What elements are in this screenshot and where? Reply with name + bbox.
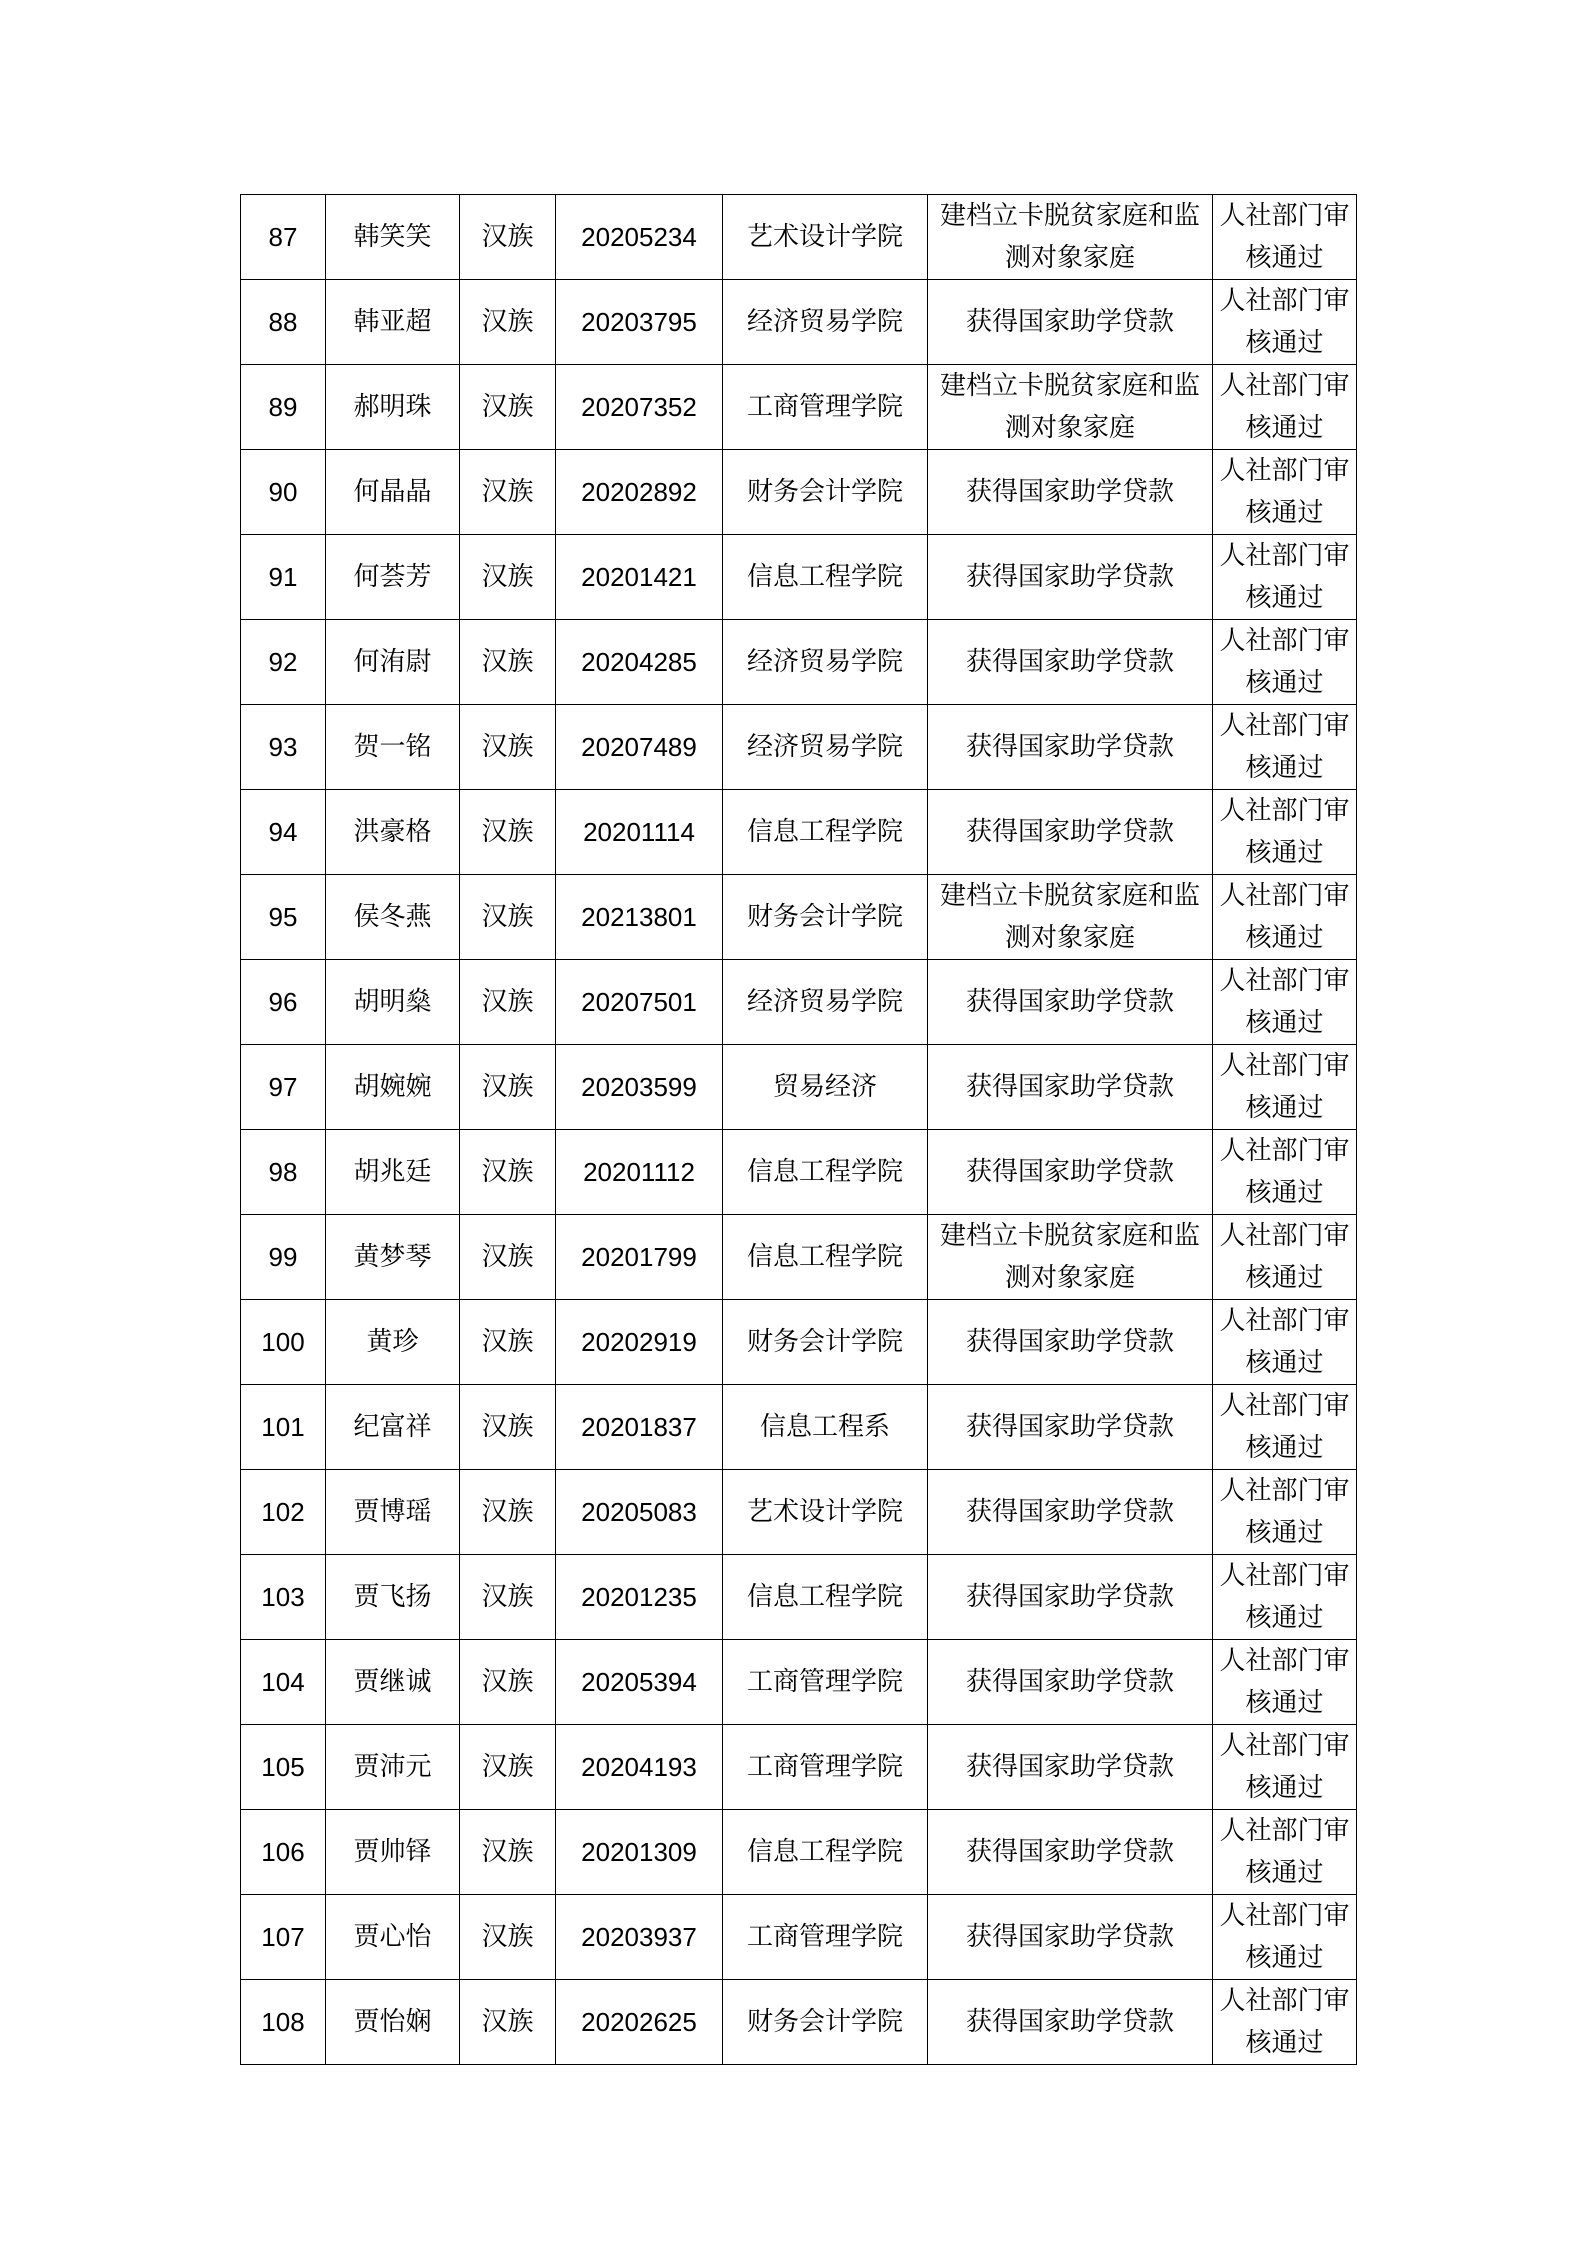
cell-number: 88 xyxy=(241,280,326,365)
cell-status: 人社部门审核通过 xyxy=(1213,535,1357,620)
cell-student-id: 20202919 xyxy=(556,1300,723,1385)
cell-status: 人社部门审核通过 xyxy=(1213,875,1357,960)
cell-student-id: 20201799 xyxy=(556,1215,723,1300)
table-row xyxy=(241,1555,1357,1640)
cell-college: 信息工程学院 xyxy=(723,1810,928,1895)
cell-status: 人社部门审核通过 xyxy=(1213,1725,1357,1810)
cell-college: 财务会计学院 xyxy=(723,1300,928,1385)
cell-name: 贾继诚 xyxy=(326,1640,460,1725)
cell-student-id: 20205394 xyxy=(556,1640,723,1725)
table-row xyxy=(241,1300,1357,1385)
cell-status: 人社部门审核通过 xyxy=(1213,1215,1357,1300)
cell-category: 获得国家助学贷款 xyxy=(928,1640,1213,1725)
cell-ethnicity: 汉族 xyxy=(460,450,556,535)
cell-college: 信息工程学院 xyxy=(723,1555,928,1640)
cell-number: 101 xyxy=(241,1385,326,1470)
cell-college: 经济贸易学院 xyxy=(723,705,928,790)
cell-name: 胡兆廷 xyxy=(326,1130,460,1215)
cell-college: 工商管理学院 xyxy=(723,1895,928,1980)
cell-number: 92 xyxy=(241,620,326,705)
cell-ethnicity: 汉族 xyxy=(460,875,556,960)
cell-number: 98 xyxy=(241,1130,326,1215)
cell-category: 获得国家助学贷款 xyxy=(928,1980,1213,2065)
cell-ethnicity: 汉族 xyxy=(460,1980,556,2065)
table-row xyxy=(241,1130,1357,1215)
cell-student-id: 20203795 xyxy=(556,280,723,365)
cell-ethnicity: 汉族 xyxy=(460,535,556,620)
cell-category: 获得国家助学贷款 xyxy=(928,1810,1213,1895)
cell-ethnicity: 汉族 xyxy=(460,1215,556,1300)
table-row xyxy=(241,1810,1357,1895)
cell-number: 105 xyxy=(241,1725,326,1810)
cell-number: 104 xyxy=(241,1640,326,1725)
cell-number: 103 xyxy=(241,1555,326,1640)
cell-status: 人社部门审核通过 xyxy=(1213,620,1357,705)
cell-college: 信息工程学院 xyxy=(723,535,928,620)
cell-ethnicity: 汉族 xyxy=(460,1555,556,1640)
cell-status: 人社部门审核通过 xyxy=(1213,1640,1357,1725)
cell-ethnicity: 汉族 xyxy=(460,1045,556,1130)
cell-student-id: 20204285 xyxy=(556,620,723,705)
cell-status: 人社部门审核通过 xyxy=(1213,450,1357,535)
cell-number: 93 xyxy=(241,705,326,790)
cell-college: 经济贸易学院 xyxy=(723,960,928,1045)
cell-number: 108 xyxy=(241,1980,326,2065)
cell-student-id: 20201421 xyxy=(556,535,723,620)
cell-name: 贾心怡 xyxy=(326,1895,460,1980)
table-row xyxy=(241,1045,1357,1130)
cell-name: 黄珍 xyxy=(326,1300,460,1385)
cell-number: 87 xyxy=(241,195,326,280)
cell-ethnicity: 汉族 xyxy=(460,1130,556,1215)
cell-college: 艺术设计学院 xyxy=(723,1470,928,1555)
table-row xyxy=(241,365,1357,450)
table-row xyxy=(241,1385,1357,1470)
cell-name: 黄梦琴 xyxy=(326,1215,460,1300)
cell-status: 人社部门审核通过 xyxy=(1213,1385,1357,1470)
cell-category: 获得国家助学贷款 xyxy=(928,1555,1213,1640)
cell-category: 建档立卡脱贫家庭和监测对象家庭 xyxy=(928,1215,1213,1300)
cell-category: 获得国家助学贷款 xyxy=(928,620,1213,705)
cell-ethnicity: 汉族 xyxy=(460,1895,556,1980)
cell-student-id: 20203599 xyxy=(556,1045,723,1130)
cell-student-id: 20207489 xyxy=(556,705,723,790)
cell-number: 95 xyxy=(241,875,326,960)
cell-status: 人社部门审核通过 xyxy=(1213,1470,1357,1555)
cell-status: 人社部门审核通过 xyxy=(1213,790,1357,875)
cell-number: 107 xyxy=(241,1895,326,1980)
cell-name: 纪富祥 xyxy=(326,1385,460,1470)
cell-student-id: 20205083 xyxy=(556,1470,723,1555)
cell-status: 人社部门审核通过 xyxy=(1213,1980,1357,2065)
cell-college: 财务会计学院 xyxy=(723,1980,928,2065)
cell-name: 侯冬燕 xyxy=(326,875,460,960)
cell-status: 人社部门审核通过 xyxy=(1213,1555,1357,1640)
cell-category: 建档立卡脱贫家庭和监测对象家庭 xyxy=(928,875,1213,960)
cell-category: 获得国家助学贷款 xyxy=(928,450,1213,535)
table-row xyxy=(241,450,1357,535)
cell-ethnicity: 汉族 xyxy=(460,960,556,1045)
cell-student-id: 20213801 xyxy=(556,875,723,960)
cell-student-id: 20201112 xyxy=(556,1130,723,1215)
cell-college: 艺术设计学院 xyxy=(723,195,928,280)
cell-number: 89 xyxy=(241,365,326,450)
table-row xyxy=(241,875,1357,960)
cell-student-id: 20201235 xyxy=(556,1555,723,1640)
cell-student-id: 20202625 xyxy=(556,1980,723,2065)
applicant-table xyxy=(240,194,1357,2065)
cell-status: 人社部门审核通过 xyxy=(1213,1895,1357,1980)
cell-name: 韩亚超 xyxy=(326,280,460,365)
table-row xyxy=(241,195,1357,280)
table-row xyxy=(241,280,1357,365)
cell-name: 何荟芳 xyxy=(326,535,460,620)
cell-college: 经济贸易学院 xyxy=(723,620,928,705)
cell-number: 102 xyxy=(241,1470,326,1555)
cell-category: 获得国家助学贷款 xyxy=(928,790,1213,875)
table-row xyxy=(241,1470,1357,1555)
table-row xyxy=(241,1980,1357,2065)
cell-number: 90 xyxy=(241,450,326,535)
cell-student-id: 20204193 xyxy=(556,1725,723,1810)
cell-category: 获得国家助学贷款 xyxy=(928,705,1213,790)
cell-category: 获得国家助学贷款 xyxy=(928,1045,1213,1130)
cell-college: 工商管理学院 xyxy=(723,1725,928,1810)
cell-student-id: 20203937 xyxy=(556,1895,723,1980)
cell-ethnicity: 汉族 xyxy=(460,705,556,790)
cell-name: 洪豪格 xyxy=(326,790,460,875)
table-body xyxy=(241,195,1357,2065)
cell-category: 获得国家助学贷款 xyxy=(928,1470,1213,1555)
cell-student-id: 20201114 xyxy=(556,790,723,875)
cell-name: 贾帅铎 xyxy=(326,1810,460,1895)
cell-number: 97 xyxy=(241,1045,326,1130)
cell-ethnicity: 汉族 xyxy=(460,1385,556,1470)
cell-student-id: 20207352 xyxy=(556,365,723,450)
cell-college: 财务会计学院 xyxy=(723,875,928,960)
cell-status: 人社部门审核通过 xyxy=(1213,195,1357,280)
cell-status: 人社部门审核通过 xyxy=(1213,1810,1357,1895)
cell-name: 何晶晶 xyxy=(326,450,460,535)
cell-status: 人社部门审核通过 xyxy=(1213,1300,1357,1385)
cell-name: 贾怡娴 xyxy=(326,1980,460,2065)
cell-college: 经济贸易学院 xyxy=(723,280,928,365)
cell-name: 贾沛元 xyxy=(326,1725,460,1810)
cell-name: 韩笑笑 xyxy=(326,195,460,280)
cell-status: 人社部门审核通过 xyxy=(1213,960,1357,1045)
cell-college: 信息工程学院 xyxy=(723,1215,928,1300)
cell-category: 获得国家助学贷款 xyxy=(928,960,1213,1045)
cell-name: 贾博瑶 xyxy=(326,1470,460,1555)
cell-ethnicity: 汉族 xyxy=(460,1725,556,1810)
cell-name: 胡明燊 xyxy=(326,960,460,1045)
cell-name: 何洧尉 xyxy=(326,620,460,705)
cell-college: 工商管理学院 xyxy=(723,365,928,450)
table-row xyxy=(241,790,1357,875)
cell-number: 91 xyxy=(241,535,326,620)
cell-category: 获得国家助学贷款 xyxy=(928,1300,1213,1385)
cell-number: 96 xyxy=(241,960,326,1045)
cell-college: 财务会计学院 xyxy=(723,450,928,535)
cell-category: 获得国家助学贷款 xyxy=(928,1725,1213,1810)
table-row xyxy=(241,620,1357,705)
cell-status: 人社部门审核通过 xyxy=(1213,1130,1357,1215)
cell-category: 获得国家助学贷款 xyxy=(928,1385,1213,1470)
table-row xyxy=(241,535,1357,620)
cell-status: 人社部门审核通过 xyxy=(1213,280,1357,365)
cell-ethnicity: 汉族 xyxy=(460,280,556,365)
cell-number: 106 xyxy=(241,1810,326,1895)
cell-category: 建档立卡脱贫家庭和监测对象家庭 xyxy=(928,195,1213,280)
cell-student-id: 20207501 xyxy=(556,960,723,1045)
cell-ethnicity: 汉族 xyxy=(460,620,556,705)
cell-ethnicity: 汉族 xyxy=(460,1810,556,1895)
cell-student-id: 20201837 xyxy=(556,1385,723,1470)
cell-ethnicity: 汉族 xyxy=(460,365,556,450)
cell-category: 获得国家助学贷款 xyxy=(928,1130,1213,1215)
cell-status: 人社部门审核通过 xyxy=(1213,365,1357,450)
cell-college: 信息工程学院 xyxy=(723,790,928,875)
cell-category: 获得国家助学贷款 xyxy=(928,280,1213,365)
table-row xyxy=(241,1640,1357,1725)
cell-college: 工商管理学院 xyxy=(723,1640,928,1725)
cell-ethnicity: 汉族 xyxy=(460,790,556,875)
table-row xyxy=(241,1895,1357,1980)
cell-status: 人社部门审核通过 xyxy=(1213,705,1357,790)
cell-student-id: 20205234 xyxy=(556,195,723,280)
cell-student-id: 20201309 xyxy=(556,1810,723,1895)
table-row xyxy=(241,1725,1357,1810)
cell-ethnicity: 汉族 xyxy=(460,1470,556,1555)
cell-student-id: 20202892 xyxy=(556,450,723,535)
cell-category: 获得国家助学贷款 xyxy=(928,1895,1213,1980)
table-row xyxy=(241,705,1357,790)
cell-name: 贾飞扬 xyxy=(326,1555,460,1640)
cell-college: 信息工程系 xyxy=(723,1385,928,1470)
cell-number: 100 xyxy=(241,1300,326,1385)
cell-ethnicity: 汉族 xyxy=(460,1640,556,1725)
cell-name: 胡婉婉 xyxy=(326,1045,460,1130)
table-row xyxy=(241,1215,1357,1300)
cell-category: 建档立卡脱贫家庭和监测对象家庭 xyxy=(928,365,1213,450)
cell-number: 94 xyxy=(241,790,326,875)
cell-college: 信息工程学院 xyxy=(723,1130,928,1215)
cell-ethnicity: 汉族 xyxy=(460,1300,556,1385)
cell-number: 99 xyxy=(241,1215,326,1300)
cell-college: 贸易经济 xyxy=(723,1045,928,1130)
cell-name: 郝明珠 xyxy=(326,365,460,450)
table-row xyxy=(241,960,1357,1045)
cell-name: 贺一铭 xyxy=(326,705,460,790)
cell-category: 获得国家助学贷款 xyxy=(928,535,1213,620)
cell-ethnicity: 汉族 xyxy=(460,195,556,280)
cell-status: 人社部门审核通过 xyxy=(1213,1045,1357,1130)
